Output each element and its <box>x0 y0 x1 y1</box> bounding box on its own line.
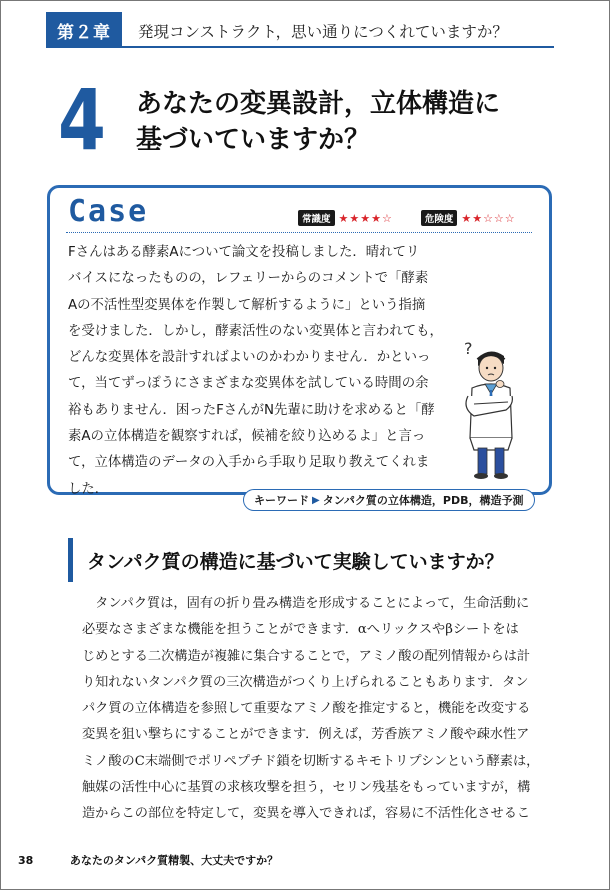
section-title-line: あなたの変異設計，立体構造に <box>136 89 501 119</box>
chapter-header <box>46 12 554 48</box>
page-footer <box>18 852 278 868</box>
subheading: タンパク質の構造に基づいて実験していますか？ <box>68 538 504 582</box>
case-label: Case <box>68 194 149 229</box>
body-line: 必要なさまざまな機能を担うことができます．αへリックスやβシートをは <box>82 622 519 638</box>
body-line: 変異を狙い撃ちにすることができます．例えば，芳香族アミノ酸や疎水性ア <box>82 727 530 743</box>
chapter-title: 発現コンストラクト，思い通りにつくれていますか？ <box>138 23 508 41</box>
section-title-line: 基づいていますか？ <box>136 125 371 155</box>
arrow-right-icon: ▶ <box>312 494 320 506</box>
star-rating-icon: ★★★★☆ <box>338 211 393 225</box>
body-line: 触媒の活性中心に基質の求核攻撃を担う，セリン残基をもっていますが，構 <box>82 780 531 796</box>
body-line: 造からこの部位を特定して，変異を導入できれば，容易に不活性化させるこ <box>82 806 531 822</box>
case-text-line: を受けました．しかし，酵素活性のない変異体と言われても， <box>68 323 443 339</box>
section-title <box>136 86 500 158</box>
case-text-line: バイスになったものの，レフェリーからのコメントで「酵素 <box>68 271 429 287</box>
page-number: 38 <box>18 854 34 867</box>
case-text-line: 裕もありません．困ったFさんがN先輩に助けを求めると「酵 <box>68 402 435 418</box>
case-divider <box>66 232 532 233</box>
keyword-list: タンパク質の立体構造，PDB，構造予測 <box>322 494 524 507</box>
body-line: り知れないタンパク質の三次構造がつくり上げられることもあります．タン <box>82 674 529 690</box>
scientist-thinking-icon <box>454 338 528 483</box>
rating-danger <box>421 210 516 226</box>
case-ratings <box>298 210 516 226</box>
body-line: タンパク質は，固有の折り畳み構造を形成することによって，生命活動に <box>82 596 530 611</box>
body-line: ミノ酸のC末端側でポリペプチド鎖を切断するキモトリプシンという酵素は， <box>82 753 540 769</box>
case-text-line: 素Aの立体構造を観察すれば，候補を絞り込めるよ」と言っ <box>68 429 426 445</box>
star-rating-icon: ★★☆☆☆ <box>461 211 516 225</box>
section-number: 4 <box>58 71 106 169</box>
case-text-line: どんな変異体を設計すればよいのかわかりません．かといっ <box>68 350 431 366</box>
keyword-pill <box>243 489 535 511</box>
body-line: パク質の立体構造を参照して重要なアミノ酸を推定すると，機能を改変する <box>82 701 531 717</box>
case-text <box>68 240 460 503</box>
body-line: じめとする二次構造が複雑に集合することで，アミノ酸の配列情報からは計 <box>82 648 531 664</box>
book-title: あなたのタンパク質精製、大丈夫ですか？ <box>69 854 279 867</box>
case-text-line: て，当てずっぽうにさまざまな変異体を試している時間の余 <box>68 376 429 392</box>
svg-text:?: ? <box>464 339 473 358</box>
rating-common-sense <box>298 210 393 226</box>
body-text <box>82 591 542 828</box>
rating-label: 危険度 <box>421 210 458 226</box>
case-text-line: Fさんはある酵素Aについて論文を投稿しました．晴れてリ <box>68 245 420 260</box>
rating-label: 常識度 <box>298 210 335 226</box>
case-text-line: した． <box>68 481 109 497</box>
chapter-tab: 第２章 <box>46 12 122 48</box>
case-box <box>47 185 552 495</box>
keyword-label: キーワード <box>254 494 309 507</box>
case-text-line: Aの不活性型変異体を作製して解析するように」という指摘 <box>68 297 426 313</box>
case-text-line: て，立体構造のデータの入手から手取り足取り教えてくれま <box>68 455 430 471</box>
